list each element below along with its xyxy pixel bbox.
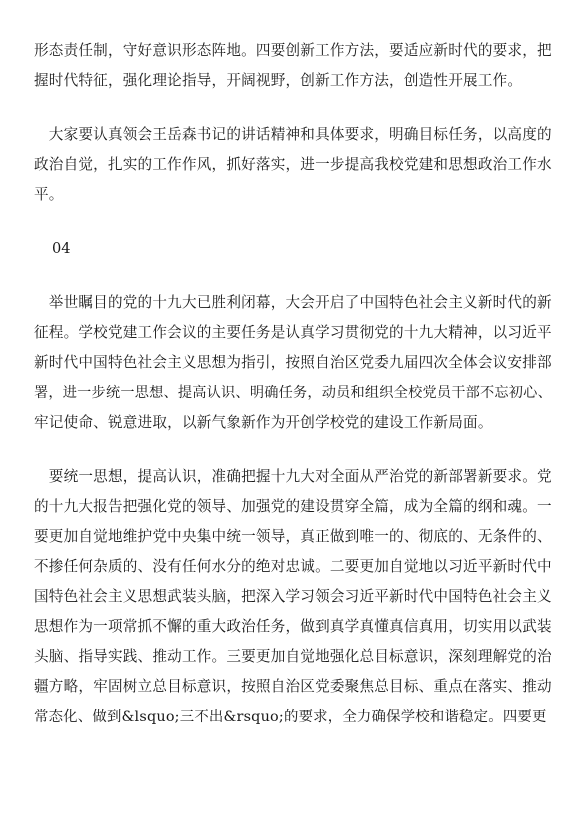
text-line: 要统一思想，提高认识，准确把握十九大对全面从严治党的新部署新要求。党	[34, 468, 552, 485]
paragraph-4	[34, 462, 552, 732]
text-line: 大家要认真领会王岳森书记的讲话精神和具体要求，明确目标任务，以高度的	[34, 126, 552, 143]
text-line: 牢记使命、锐意进取，以新气象新作为开创学校党的建设工作新局面。	[34, 414, 493, 431]
text-line: 的十九大报告把强化党的领导、加强党的建设贯穿全篇，成为全篇的纲和魂。一	[34, 498, 552, 515]
paragraph-2	[34, 120, 552, 210]
section-number: 04	[52, 240, 71, 257]
paragraph-gap	[34, 96, 548, 120]
text-line: 头脑、指导实践、推动工作。三要更加自觉地强化总目标意识，深刻理解党的治	[34, 648, 552, 665]
text-line: 要更加自觉地维护党中央集中统一领导，真正做到唯一的、彻底的、无条件的、	[34, 528, 552, 545]
text-line: 常态化、做到&lsquo;三不出&rsquo;的要求，全力确保学校和谐稳定。四要更	[34, 709, 547, 725]
text-line: 不掺任何杂质的、没有任何水分的绝对忠诚。二要更加自觉地以习近平新时代中	[34, 558, 552, 575]
text-line: 征程。学校党建工作会议的主要任务是认真学习贯彻党的十九大精神，以习近平	[34, 324, 552, 341]
text-line: 握时代特征，强化理论指导，开阔视野，创新工作方法，创造性开展工作。	[34, 72, 523, 89]
paragraph-3	[34, 288, 552, 438]
text-line: 平。	[34, 186, 64, 203]
text-line: 形态责任制，守好意识形态阵地。四要创新工作方法，要适应新时代的要求，把	[34, 42, 552, 59]
paragraph-1	[34, 36, 552, 96]
text-line: 思想作为一项常抓不懈的重大政治任务，做到真学真懂真信真用，切实用以武装	[34, 618, 552, 635]
text-line: 疆方略，牢固树立总目标意识，按照自治区党委聚焦总目标、重点在落实、推动	[34, 678, 552, 695]
paragraph-gap	[34, 438, 548, 462]
text-line: 新时代中国特色社会主义思想为指引，按照自治区党委九届四次全体会议安排部	[34, 354, 552, 371]
paragraph-gap	[34, 264, 548, 288]
text-line: 国特色社会主义思想武装头脑，把深入学习领会习近平新时代中国特色社会主义	[34, 588, 552, 605]
text-line: 举世瞩目的党的十九大已胜利闭幕，大会开启了中国特色社会主义新时代的新	[34, 294, 552, 311]
text-line: 署，进一步统一思想、提高认识、明确任务，动员和组织全校党员干部不忘初心、	[34, 385, 552, 401]
paragraph-gap	[34, 210, 548, 234]
text-line: 政治自觉，扎实的工作作风，抓好落实，进一步提高我校党建和思想政治工作水	[34, 156, 552, 173]
